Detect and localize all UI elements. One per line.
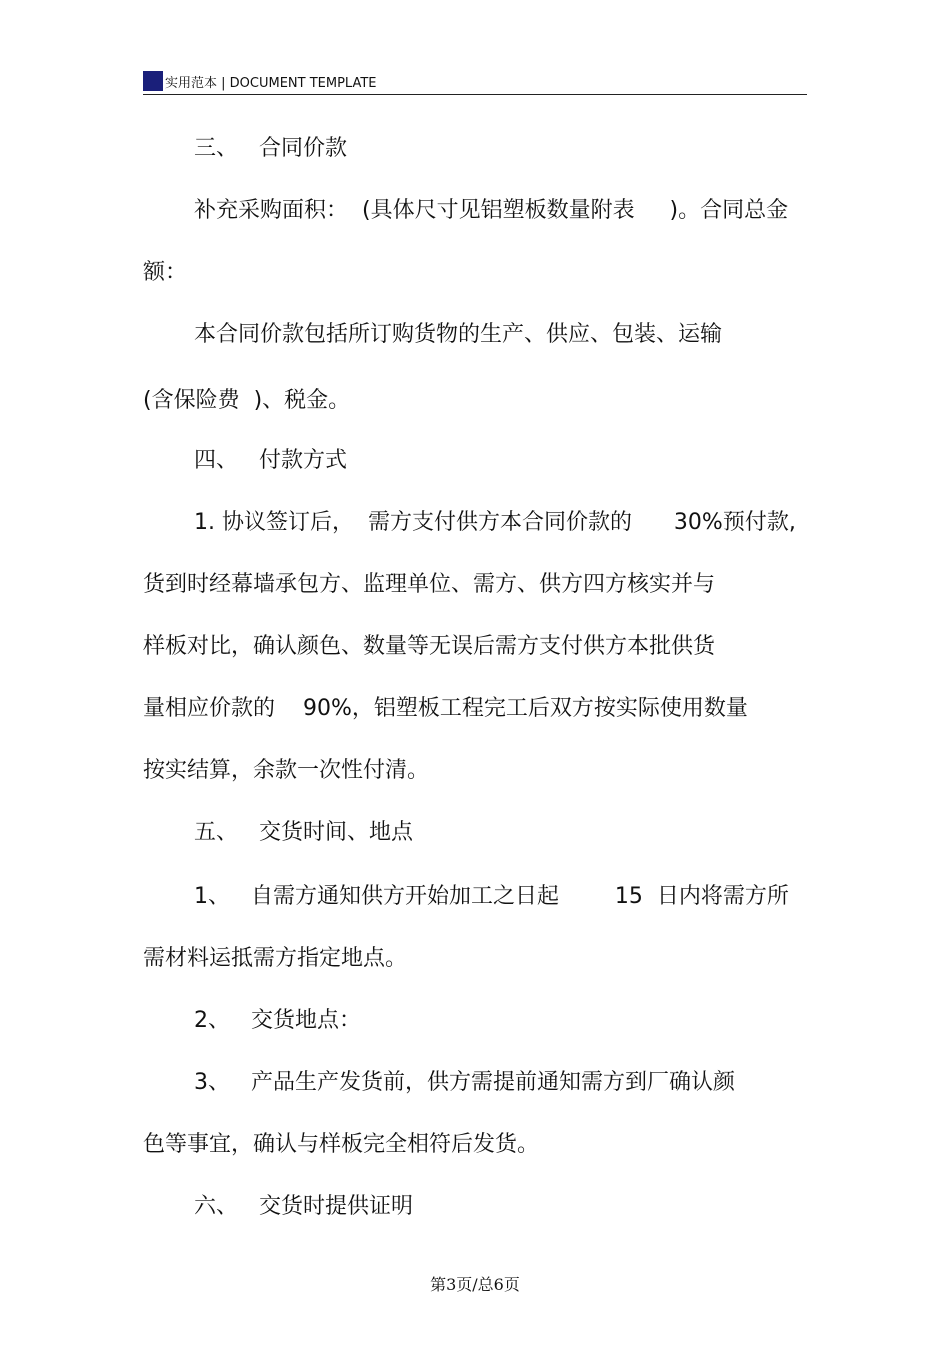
paragraph-line: 按实结算，余款一次性付清。 — [143, 758, 430, 783]
paragraph-line: 量相应价款的 90%，铝塑板工程完工后双方按实际使用数量 — [143, 696, 748, 721]
paragraph-line: 补充采购面积： (具体尺寸见铝塑板数量附表 )。合同总金 — [194, 198, 789, 223]
paragraph-line: 2、 交货地点： — [194, 1008, 361, 1033]
section-heading-3: 三、 合同价款 — [194, 136, 347, 161]
paragraph-line: 3、 产品生产发货前，供方需提前通知需方到厂确认颜 — [194, 1070, 735, 1095]
header-title: 实用范本 | DOCUMENT TEMPLATE — [165, 76, 377, 91]
section-heading-6: 六、 交货时提供证明 — [194, 1194, 413, 1219]
paragraph-line: 1、 自需方通知供方开始加工之日起 15 日内将需方所 — [194, 884, 789, 909]
paragraph-line: 色等事宜，确认与样板完全相符后发货。 — [143, 1132, 540, 1157]
paragraph-line: 需材料运抵需方指定地点。 — [143, 946, 408, 971]
page-header — [143, 68, 807, 95]
paragraph-line: 样板对比，确认颜色、数量等无误后需方支付供方本批供货 — [143, 634, 716, 659]
logo-square-icon — [143, 71, 163, 91]
section-heading-5: 五、 交货时间、地点 — [194, 820, 413, 845]
paragraph-line: 额： — [143, 260, 188, 285]
page-number: 第3页/总6页 — [430, 1275, 520, 1294]
paragraph-line: (含保险费 )、税金。 — [143, 388, 351, 413]
paragraph-line: 本合同价款包括所订购货物的生产、供应、包装、运输 — [194, 322, 723, 347]
section-heading-4: 四、 付款方式 — [194, 448, 347, 473]
paragraph-line: 1. 协议签订后， 需方支付供方本合同价款的 30%预付款, — [194, 510, 796, 535]
paragraph-line: 货到时经幕墙承包方、监理单位、需方、供方四方核实并与 — [143, 572, 716, 597]
